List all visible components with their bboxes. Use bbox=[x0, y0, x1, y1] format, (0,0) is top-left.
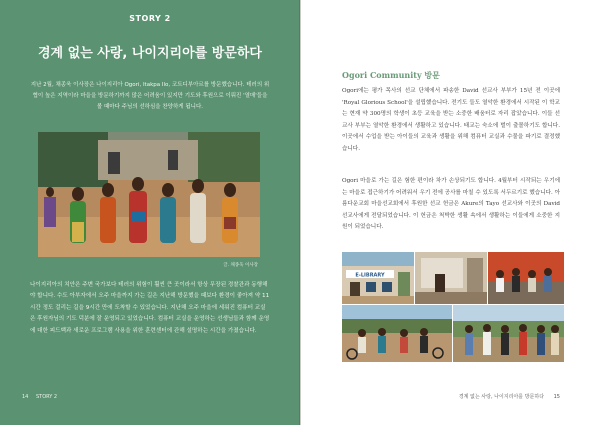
footer-right bbox=[459, 393, 560, 400]
photo-classroom-wall bbox=[415, 252, 487, 304]
photo-credit: 글. 채종욱 이사장 bbox=[223, 263, 258, 268]
page-title: 경계 없는 사랑, 나이지리아를 방문하다 bbox=[38, 46, 262, 61]
body-text-left: 나이지리아의 치안은 주변 국가보다 테러의 위험이 훨씬 큰 곳이라서 항상 무장된 경찰관과 동행해야 합니다. 수도 아부자에서 오주 마을까지 가는 길은 지난해 방문했을 때보다 환경이 좋아져 약 11시간 정도 걸리는 길을 9시간 만에 도착할 수 있었습니다. 지난해 오주 마을에 세워진 컴퓨터 교실은 후원자님의 기도 덕분에 잘 운영되고 있었습니다. 컴퓨터 교실을 운영하는 선생님들과 함께 운영에 대한 피드백과 새로운 프로그램 사용을 위한 훈련센터에 관해 설명하는 시간을 가졌습니다. bbox=[30, 282, 270, 334]
footer-left bbox=[22, 394, 63, 400]
page-number-left: 14 bbox=[22, 394, 29, 400]
photo-group-standing bbox=[453, 305, 564, 362]
section-heading: Ogori Community 방문 bbox=[342, 70, 440, 80]
intro-text: 지난 2월, 채종욱 이사장은 나이지리아 Ogori, Itakpa Ilo, 코트디부아르를 방문했습니다. 테러의 위협이 높은 지역이라 마을을 방문하기까지 많은 어려움이 있지만 기도와 후원으로 이뤄진 '열매'들을 볼 때마다 주님의 선하심을 찬양하게 됩니다. bbox=[30, 82, 270, 110]
page-number-right: 15 bbox=[553, 394, 560, 400]
photo-group-meeting bbox=[488, 252, 564, 304]
body-paragraph-2: Ogori 마을로 가는 길은 험한 편이라 차가 손상되기도 합니다. 4월부터 시작되는 우기에는 마을로 접근하기가 어려워서 우기 전에 공사를 마칠 수 있도록 서두르기로 했습니다. 아름다운교회 마을선교회에서 후원한 선교 헌금은 Akure의 Tayo 선교사와 이곳의 David 선교사에게 전달되었습니다. 이 헌금은 척박한 생활 속에서 생활하는 이들에게 소중한 지원이 되었습니다. bbox=[342, 178, 560, 230]
body-paragraph-1: Ogori에는 평가 목사의 선교 단체에서 파송한 David 선교사 부부가 15년 전 이곳에 'Royal Glorious School'을 설립했습니다. 전기도 들도 열악한 환경에서 시작된 이 학교는 현재 약 300명의 학생이 초등 교육을 받는 소중한 배움터로 자리 잡았습니다. 이들 선교사 부부는 열악한 환경에서 생활하고 있습니다. 태교는 숙소에 벌이 출몰하기도 합니다. 이곳에서 수업을 받는 아이들의 교육과 생활을 위해 컴퓨터 교실과 수물을 파기로 결정했습니다. bbox=[342, 88, 560, 152]
story-label: STORY 2 bbox=[129, 14, 171, 23]
right-page bbox=[301, 0, 600, 425]
photo-villagers-and-motorbikes bbox=[342, 305, 452, 362]
e-library-sign: E-LIBRARY bbox=[355, 272, 385, 279]
main-photo-women-dancing bbox=[38, 132, 260, 257]
footer-title-right: 경계 없는 사랑, 나이지리아를 방문하다 bbox=[458, 394, 545, 400]
photo-e-library-building bbox=[342, 252, 414, 304]
footer-section-left: STORY 2 bbox=[35, 394, 58, 400]
